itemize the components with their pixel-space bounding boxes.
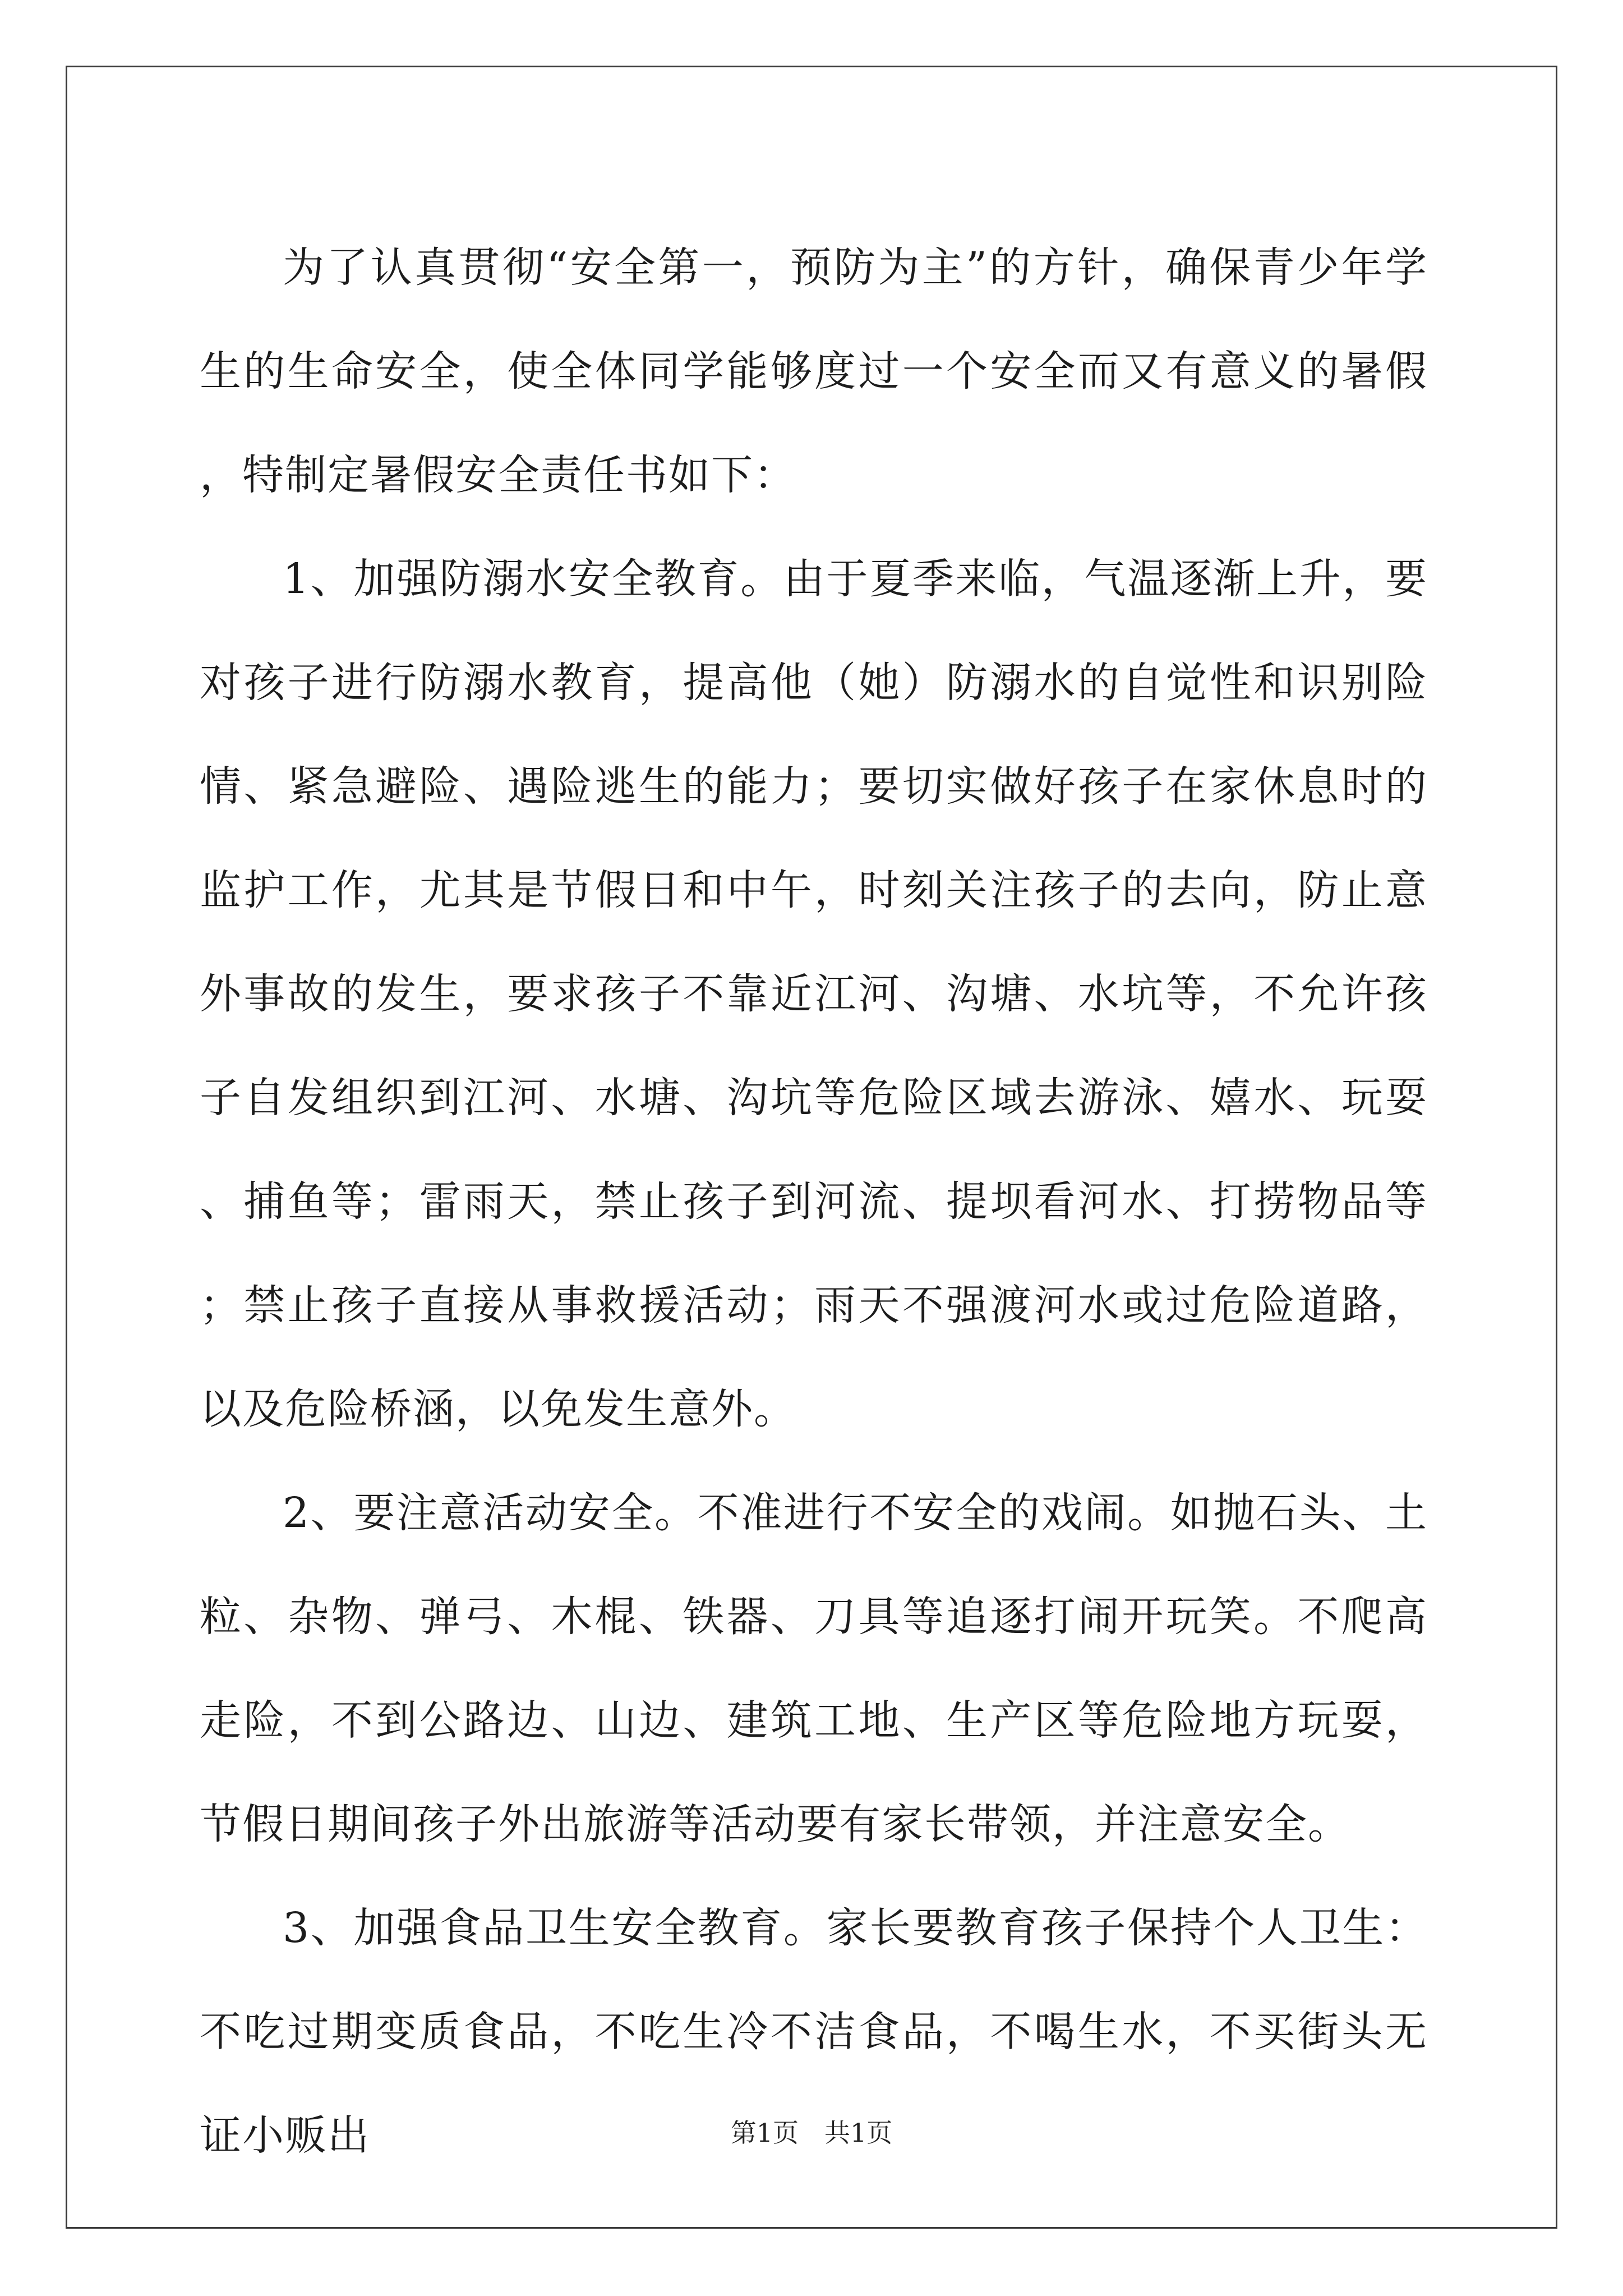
intro-paragraph: 为了认真贯彻“安全第一，预防为主”的方针，确保青少年学生的生命安全，使全体同学能够度过一个安全而又有意义的暑假，特制定暑假安全责任书如下：	[200, 243, 1428, 499]
item-2-paragraph: 2、要注意活动安全。不准进行不安全的戏闹。如抛石头、土粒、杂物、弹弓、木棍、铁器、刀具等追逐打闹开玩笑。不爬高走险，不到公路边、山边、建筑工地、生产区等危险地方玩耍，节假日期间孩子外出旅游等活动要有家长带领，并注意安全。	[200, 1489, 1428, 1848]
page-number-footer: 第1页 共1页	[730, 2118, 893, 2148]
item-3-paragraph: 3、加强食品卫生安全教育。家长要教育孩子保持个人卫生：不吃过期变质食品，不吃生冷不洁食品，不喝生水，不买街头无证小贩出	[200, 1904, 1428, 2160]
item-1-paragraph: 1、加强防溺水安全教育。由于夏季来临，气温逐渐上升，要对孩子进行防溺水教育，提高他（她）防溺水的自觉性和识别险情、紧急避险、遇险逃生的能力；要切实做好孩子在家休息时的监护工作，尤其是节假日和中午，时刻关注孩子的去向，防止意外事故的发生，要求孩子不靠近江河、沟塘、水坑等，不允许孩子自发组织到江河、水塘、沟坑等危险区域去游泳、嬉水、玩耍、捕鱼等；雷雨天，禁止孩子到河流、提坝看河水、打捞物品等；禁止孩子直接从事救援活动；雨天不强渡河水或过危险道路，以及危险桥涵，以免发生意外。	[200, 555, 1428, 1433]
document-body	[200, 216, 1428, 2188]
